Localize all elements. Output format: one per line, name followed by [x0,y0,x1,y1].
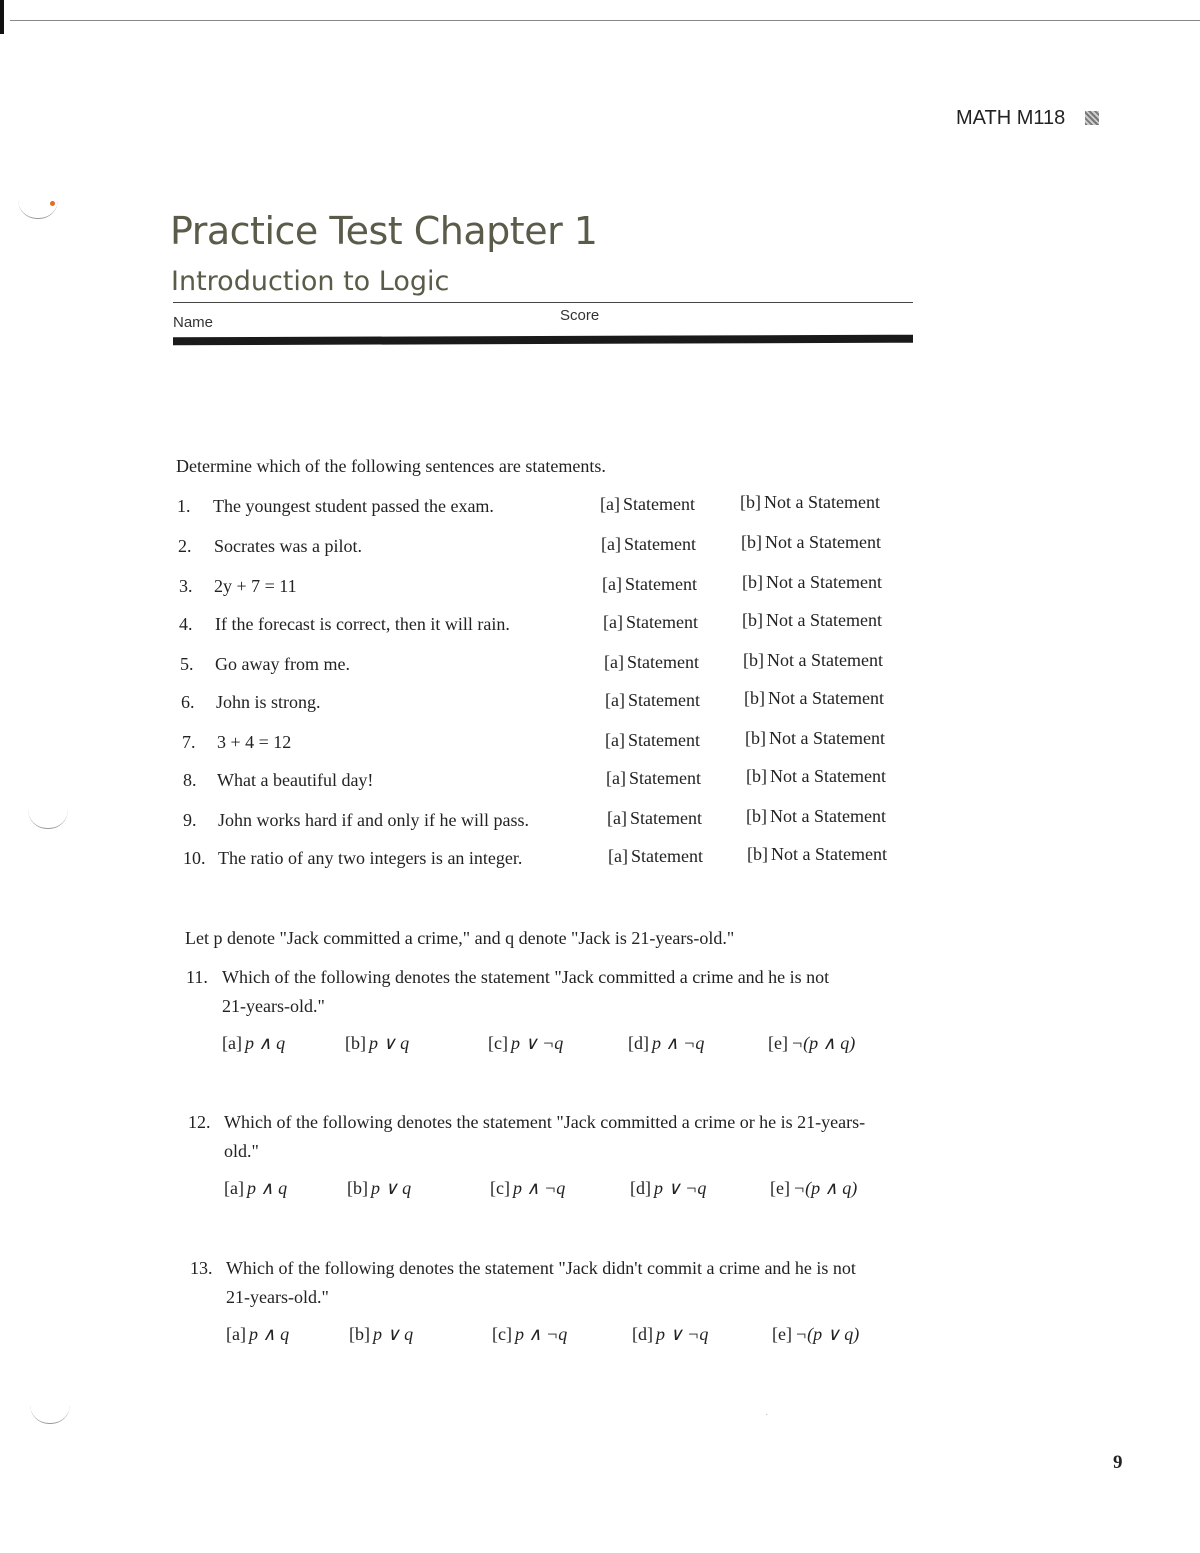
logic-expression: p ∨ ¬q [510,1033,564,1053]
logic-expression: p ∨ ¬q [654,1178,707,1198]
choice-letter: [e] [770,1178,790,1198]
choice-a[interactable] [222,1033,285,1054]
logic-expression: p ∨ q [369,1033,410,1053]
choice-letter: [a] [224,1178,244,1198]
option-letter: [a] [600,494,620,514]
option-letter: [a] [606,768,626,788]
question-text-continued: old." [224,1141,259,1161]
option-label: Not a Statement [770,766,886,786]
option-label: Not a Statement [765,532,881,552]
question-number: 10. [183,848,206,868]
choice-c[interactable] [490,1178,565,1199]
page-subtitle: Introduction to Logic [171,266,450,297]
option-b[interactable] [741,532,881,553]
question-number: 5. [180,654,194,674]
option-letter: [a] [603,612,623,632]
question-text-continued: 21-years-old." [222,996,325,1016]
option-letter: [b] [744,688,765,708]
question-text: Which of the following denotes the statement "Jack committed a crime or he is 21-years- [224,1112,866,1132]
color-speck [50,201,55,206]
logic-expression: p ∨ q [371,1178,412,1198]
option-letter: [a] [605,690,625,710]
choice-letter: [e] [768,1033,788,1053]
option-b[interactable] [743,650,883,671]
question-text: John works hard if and only if he will pass. [218,810,529,830]
course-code: MATH M118 [956,107,1066,129]
choice-d[interactable] [630,1178,706,1199]
logic-expression: ¬(p ∧ q) [792,1178,858,1198]
logic-expression: p ∨ q [373,1324,414,1344]
score-label: Score [560,307,600,324]
choice-b[interactable] [347,1178,411,1199]
question-number: 8. [183,770,197,790]
choice-a[interactable] [226,1324,289,1345]
option-letter: [b] [740,492,761,512]
choice-letter: [a] [222,1033,242,1053]
option-letter: [a] [608,846,628,866]
option-letter: [b] [741,532,762,552]
choice-d[interactable] [628,1033,704,1054]
option-a[interactable] [605,690,700,711]
option-label: Not a Statement [770,806,886,826]
option-a[interactable] [606,768,701,789]
question-number: 1. [177,496,191,516]
page-title: Practice Test Chapter 1 [170,209,598,253]
option-a[interactable] [608,846,703,867]
choice-a[interactable] [224,1178,287,1199]
question-number: 11. [186,967,208,987]
option-a[interactable] [607,808,702,829]
question-text: 2y + 7 = 11 [214,576,297,596]
name-line [173,302,913,303]
option-label: Statement [624,574,697,594]
option-a[interactable] [605,730,700,751]
choice-e[interactable] [768,1033,855,1054]
option-letter: [a] [605,730,625,750]
option-b[interactable] [742,610,882,631]
header-rule [173,335,913,346]
question-text: Which of the following denotes the statement "Jack didn't commit a crime and he is not [226,1258,856,1278]
option-label: Statement [623,534,696,554]
option-label: Statement [630,846,703,866]
question-number: 13. [190,1258,213,1278]
question-text: John is strong. [216,692,321,712]
name-label: Name [173,314,214,331]
question-number: 2. [178,536,192,556]
option-b[interactable] [742,572,882,593]
option-label: Statement [622,494,695,514]
question-text: Which of the following denotes the statement "Jack committed a crime and he is not [222,967,830,987]
option-a[interactable] [600,494,695,515]
question-number: 7. [182,732,196,752]
option-letter: [a] [602,574,622,594]
choice-letter: [a] [226,1324,246,1344]
scan-dot: · [765,1410,769,1421]
option-label: Statement [626,652,699,672]
choice-b[interactable] [349,1324,413,1345]
question-number: 3. [179,576,193,596]
punch-hole-mark [30,1405,70,1424]
option-a[interactable] [603,612,698,633]
choice-letter: [d] [632,1324,653,1344]
choice-letter: [d] [630,1178,651,1198]
option-b[interactable] [744,688,884,709]
option-b[interactable] [745,728,885,749]
question-text: Socrates was a pilot. [214,536,362,556]
choice-letter: [c] [488,1033,508,1053]
option-label: Not a Statement [768,688,884,708]
question-text: The youngest student passed the exam. [213,496,494,516]
option-a[interactable] [604,652,699,673]
option-letter: [b] [743,650,764,670]
option-label: Not a Statement [769,728,885,748]
option-label: Statement [629,808,702,828]
section2-intro: Let p denote "Jack committed a crime," and q denote "Jack is 21-years-old." [185,928,735,948]
option-b[interactable] [740,492,880,513]
page-number: 9 [1113,1452,1123,1473]
option-label: Statement [627,730,700,750]
option-label: Not a Statement [766,572,882,592]
logic-expression: p ∧ ¬q [652,1033,705,1053]
option-label: Statement [625,612,698,632]
logic-expression: p ∧ q [246,1178,288,1198]
question-text: What a beautiful day! [217,770,374,790]
option-letter: [b] [745,728,766,748]
choice-c[interactable] [492,1324,567,1345]
logic-expression: p ∨ ¬q [656,1324,709,1344]
choice-e[interactable] [770,1178,857,1199]
logic-expression: p ∧ q [244,1033,286,1053]
option-letter: [a] [607,808,627,828]
logic-expression: p ∧ q [248,1324,290,1344]
choice-c[interactable] [488,1033,563,1054]
question-text: If the forecast is correct, then it will rain. [215,614,510,634]
choice-letter: [e] [772,1324,792,1344]
option-letter: [b] [742,610,763,630]
course-code-box [1085,111,1099,125]
option-a[interactable] [602,574,697,595]
question-number: 9. [183,810,197,830]
question-text-continued: 21-years-old." [226,1287,329,1307]
option-letter: [b] [747,844,768,864]
choice-letter: [c] [490,1178,510,1198]
choice-letter: [b] [349,1324,370,1344]
choice-b[interactable] [345,1033,409,1054]
option-a[interactable] [601,534,696,555]
question-number: 4. [179,614,193,634]
choice-letter: [c] [492,1324,512,1344]
logic-expression: ¬(p ∧ q) [790,1033,856,1053]
option-label: Statement [627,690,700,710]
option-b[interactable] [746,806,886,827]
punch-hole-mark [28,810,68,829]
choice-letter: [b] [345,1033,366,1053]
choice-e[interactable] [772,1324,859,1345]
option-letter: [b] [746,806,767,826]
option-b[interactable] [747,844,887,865]
option-label: Not a Statement [764,492,880,512]
choice-d[interactable] [632,1324,708,1345]
question-number: 6. [181,692,195,712]
logic-expression: p ∧ ¬q [512,1178,566,1198]
option-label: Not a Statement [771,844,887,864]
question-text: The ratio of any two integers is an integer. [218,848,523,868]
choice-letter: [d] [628,1033,649,1053]
option-label: Statement [628,768,701,788]
scan-top-line [10,20,1200,21]
option-b[interactable] [746,766,886,787]
scan-edge-mark [0,0,4,34]
option-letter: [a] [604,652,624,672]
question-text: Go away from me. [215,654,350,674]
question-text: 3 + 4 = 12 [217,732,292,752]
option-letter: [b] [742,572,763,592]
logic-expression: ¬(p ∨ q) [794,1324,860,1344]
logic-expression: p ∧ ¬q [514,1324,568,1344]
option-label: Not a Statement [766,610,882,630]
section1-instruction: Determine which of the following sentences are statements. [176,456,606,476]
option-letter: [b] [746,766,767,786]
choice-letter: [b] [347,1178,368,1198]
option-label: Not a Statement [767,650,883,670]
question-number: 12. [188,1112,211,1132]
option-letter: [a] [601,534,621,554]
